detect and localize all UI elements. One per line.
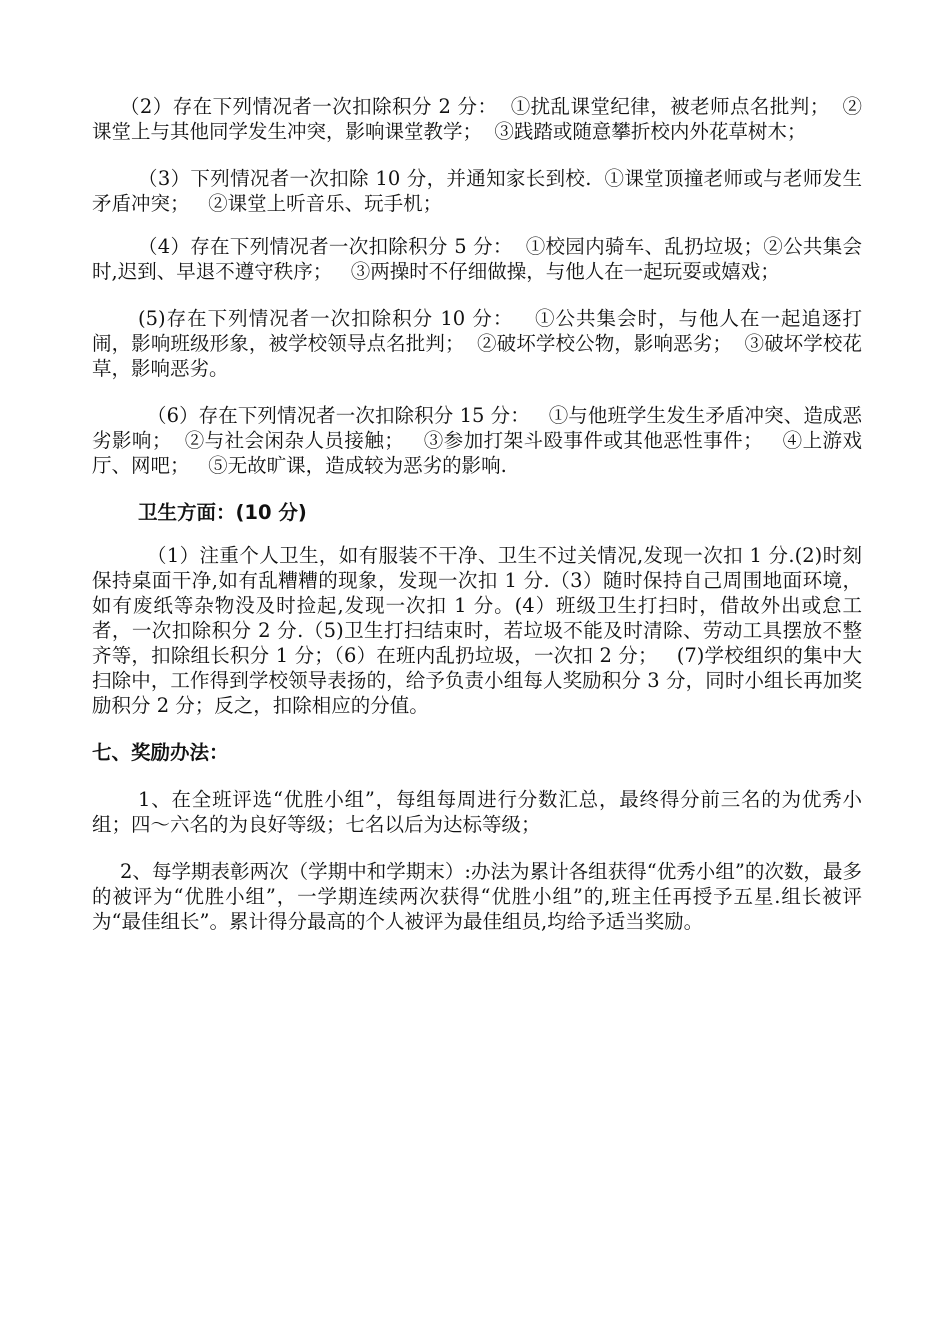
- rule-paragraph-5: (5)存在下列情况者一次扣除积分 10 分： ①公共集会时，与他人在一起追逐打闹，影响班级形象，被学校领导点名批判； ②破坏学校公物，影响恶劣； ③破坏学校花草，影响恶劣。: [92, 307, 862, 380]
- rule-paragraph-3: （3）下列情况者一次扣除 10 分，并通知家长到校. ①课堂顶撞老师或与老师发生矛盾冲突； ②课堂上听音乐、玩手机；: [92, 167, 862, 215]
- hygiene-heading: 卫生方面：(10 分): [138, 501, 307, 524]
- rule-paragraph-4: （4）存在下列情况者一次扣除积分 5 分： ①校园内骑车、乱扔垃圾；②公共集会时,迟到、早退不遵守秩序； ③两操时不仔细做操，与他人在一起玩耍或嬉戏；: [92, 235, 862, 283]
- rule-paragraph-2: （2）存在下列情况者一次扣除积分 2 分： ①扰乱课堂纪律，被老师点名批判； ②课堂上与其他同学发生冲突，影响课堂教学； ③践踏或随意攀折校内外花草树木；: [92, 95, 862, 143]
- rule-paragraph-6: （6）存在下列情况者一次扣除积分 15 分： ①与他班学生发生矛盾冲突、造成恶劣影响； ②与社会闲杂人员接触； ③参加打架斗殴事件或其他恶性事件； ④上游戏厅、网吧； ⑤无故旷课，造成较为恶劣的影响.: [92, 404, 862, 477]
- hygiene-paragraph: （1）注重个人卫生，如有服装不干净、卫生不过关情况,发现一次扣 1 分.(2)时刻保持桌面干净,如有乱糟糟的现象，发现一次扣 1 分.（3）随时保持自己周围地面环境，如有废纸等杂物没及时捡起,发现一次扣 1 分。(4）班级卫生打扫时，借故外出或怠工者，一次扣除积分 2 分.（5)卫生打扫结束时，若垃圾不能及时清除、劳动工具摆放不整齐等，扣除组长积分 1 分；（6）在班内乱扔垃圾，一次扣 2 分； (7)学校组织的集中大扫除中，工作得到学校领导表扬的，给予负责小组每人奖励积分 3 分，同时小组长再加奖励积分 2 分；反之，扣除相应的分值。: [92, 544, 862, 717]
- reward-paragraph-2: 2、每学期表彰两次（学期中和学期末）:办法为累计各组获得“优秀小组”的次数，最多的被评为“优胜小组”，一学期连续两次获得“优胜小组”的,班主任再授予五星.组长被评为“最佳组长”。累计得分最高的个人被评为最佳组员,均给予适当奖励。: [92, 860, 862, 933]
- reward-paragraph-1: 1、在全班评选“优胜小组”，每组每周进行分数汇总，最终得分前三名的为优秀小组；四～六名的为良好等级；七名以后为达标等级；: [92, 788, 862, 836]
- document-page: [92, 94, 862, 934]
- reward-heading: 七、奖励办法：: [92, 741, 229, 764]
